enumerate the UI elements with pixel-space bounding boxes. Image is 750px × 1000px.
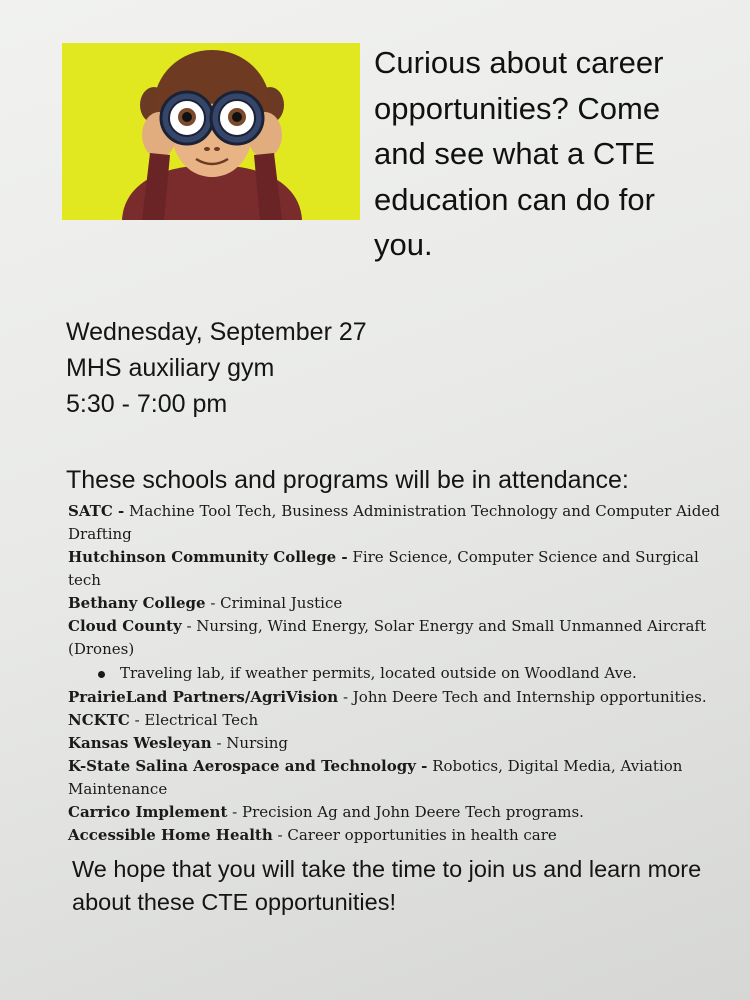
- program-item: NCKTC - Electrical Tech: [68, 711, 259, 729]
- program-item: Accessible Home Health - Career opportunities in health care: [68, 826, 557, 844]
- curious-george-binoculars-image: [62, 43, 360, 220]
- program-item: Cloud County - Nursing, Wind Energy, Solar Energy and Small Unmanned Aircraft (Drones): [68, 617, 706, 658]
- program-item: Hutchinson Community College - Fire Science, Computer Science and Surgical tech: [68, 548, 699, 589]
- program-subitem-text: Traveling lab, if weather permits, located outside on Woodland Ave.: [120, 664, 637, 682]
- closing-text: We hope that you will take the time to join us and learn more about these CTE opportunities!: [72, 856, 702, 915]
- program-item: Bethany College - Criminal Justice: [68, 594, 343, 612]
- program-item: Kansas Wesleyan - Nursing: [68, 734, 289, 752]
- programs-list: [68, 500, 728, 847]
- event-details: [66, 314, 367, 422]
- program-item: PrairieLand Partners/AgriVision - John Deere Tech and Internship opportunities.: [68, 688, 707, 706]
- event-date: Wednesday, September 27: [66, 318, 367, 346]
- event-location: MHS auxiliary gym: [66, 354, 275, 382]
- attendance-heading: These schools and programs will be in attendance:: [66, 466, 629, 494]
- bleed-through-texture: [60, 945, 700, 985]
- intro-text: Curious about career opportunities? Come and see what a CTE education can do for you.: [374, 45, 664, 262]
- event-time: 5:30 - 7:00 pm: [66, 390, 228, 418]
- program-subitem: [68, 662, 728, 685]
- program-item: K-State Salina Aerospace and Technology - Robotics, Digital Media, Aviation Maintenance: [68, 757, 683, 798]
- program-item: SATC - Machine Tool Tech, Business Administration Technology and Computer Aided Drafting: [68, 502, 720, 543]
- monkey-binoculars-illustration: [62, 43, 360, 220]
- program-item: Carrico Implement - Precision Ag and John Deere Tech programs.: [68, 803, 584, 821]
